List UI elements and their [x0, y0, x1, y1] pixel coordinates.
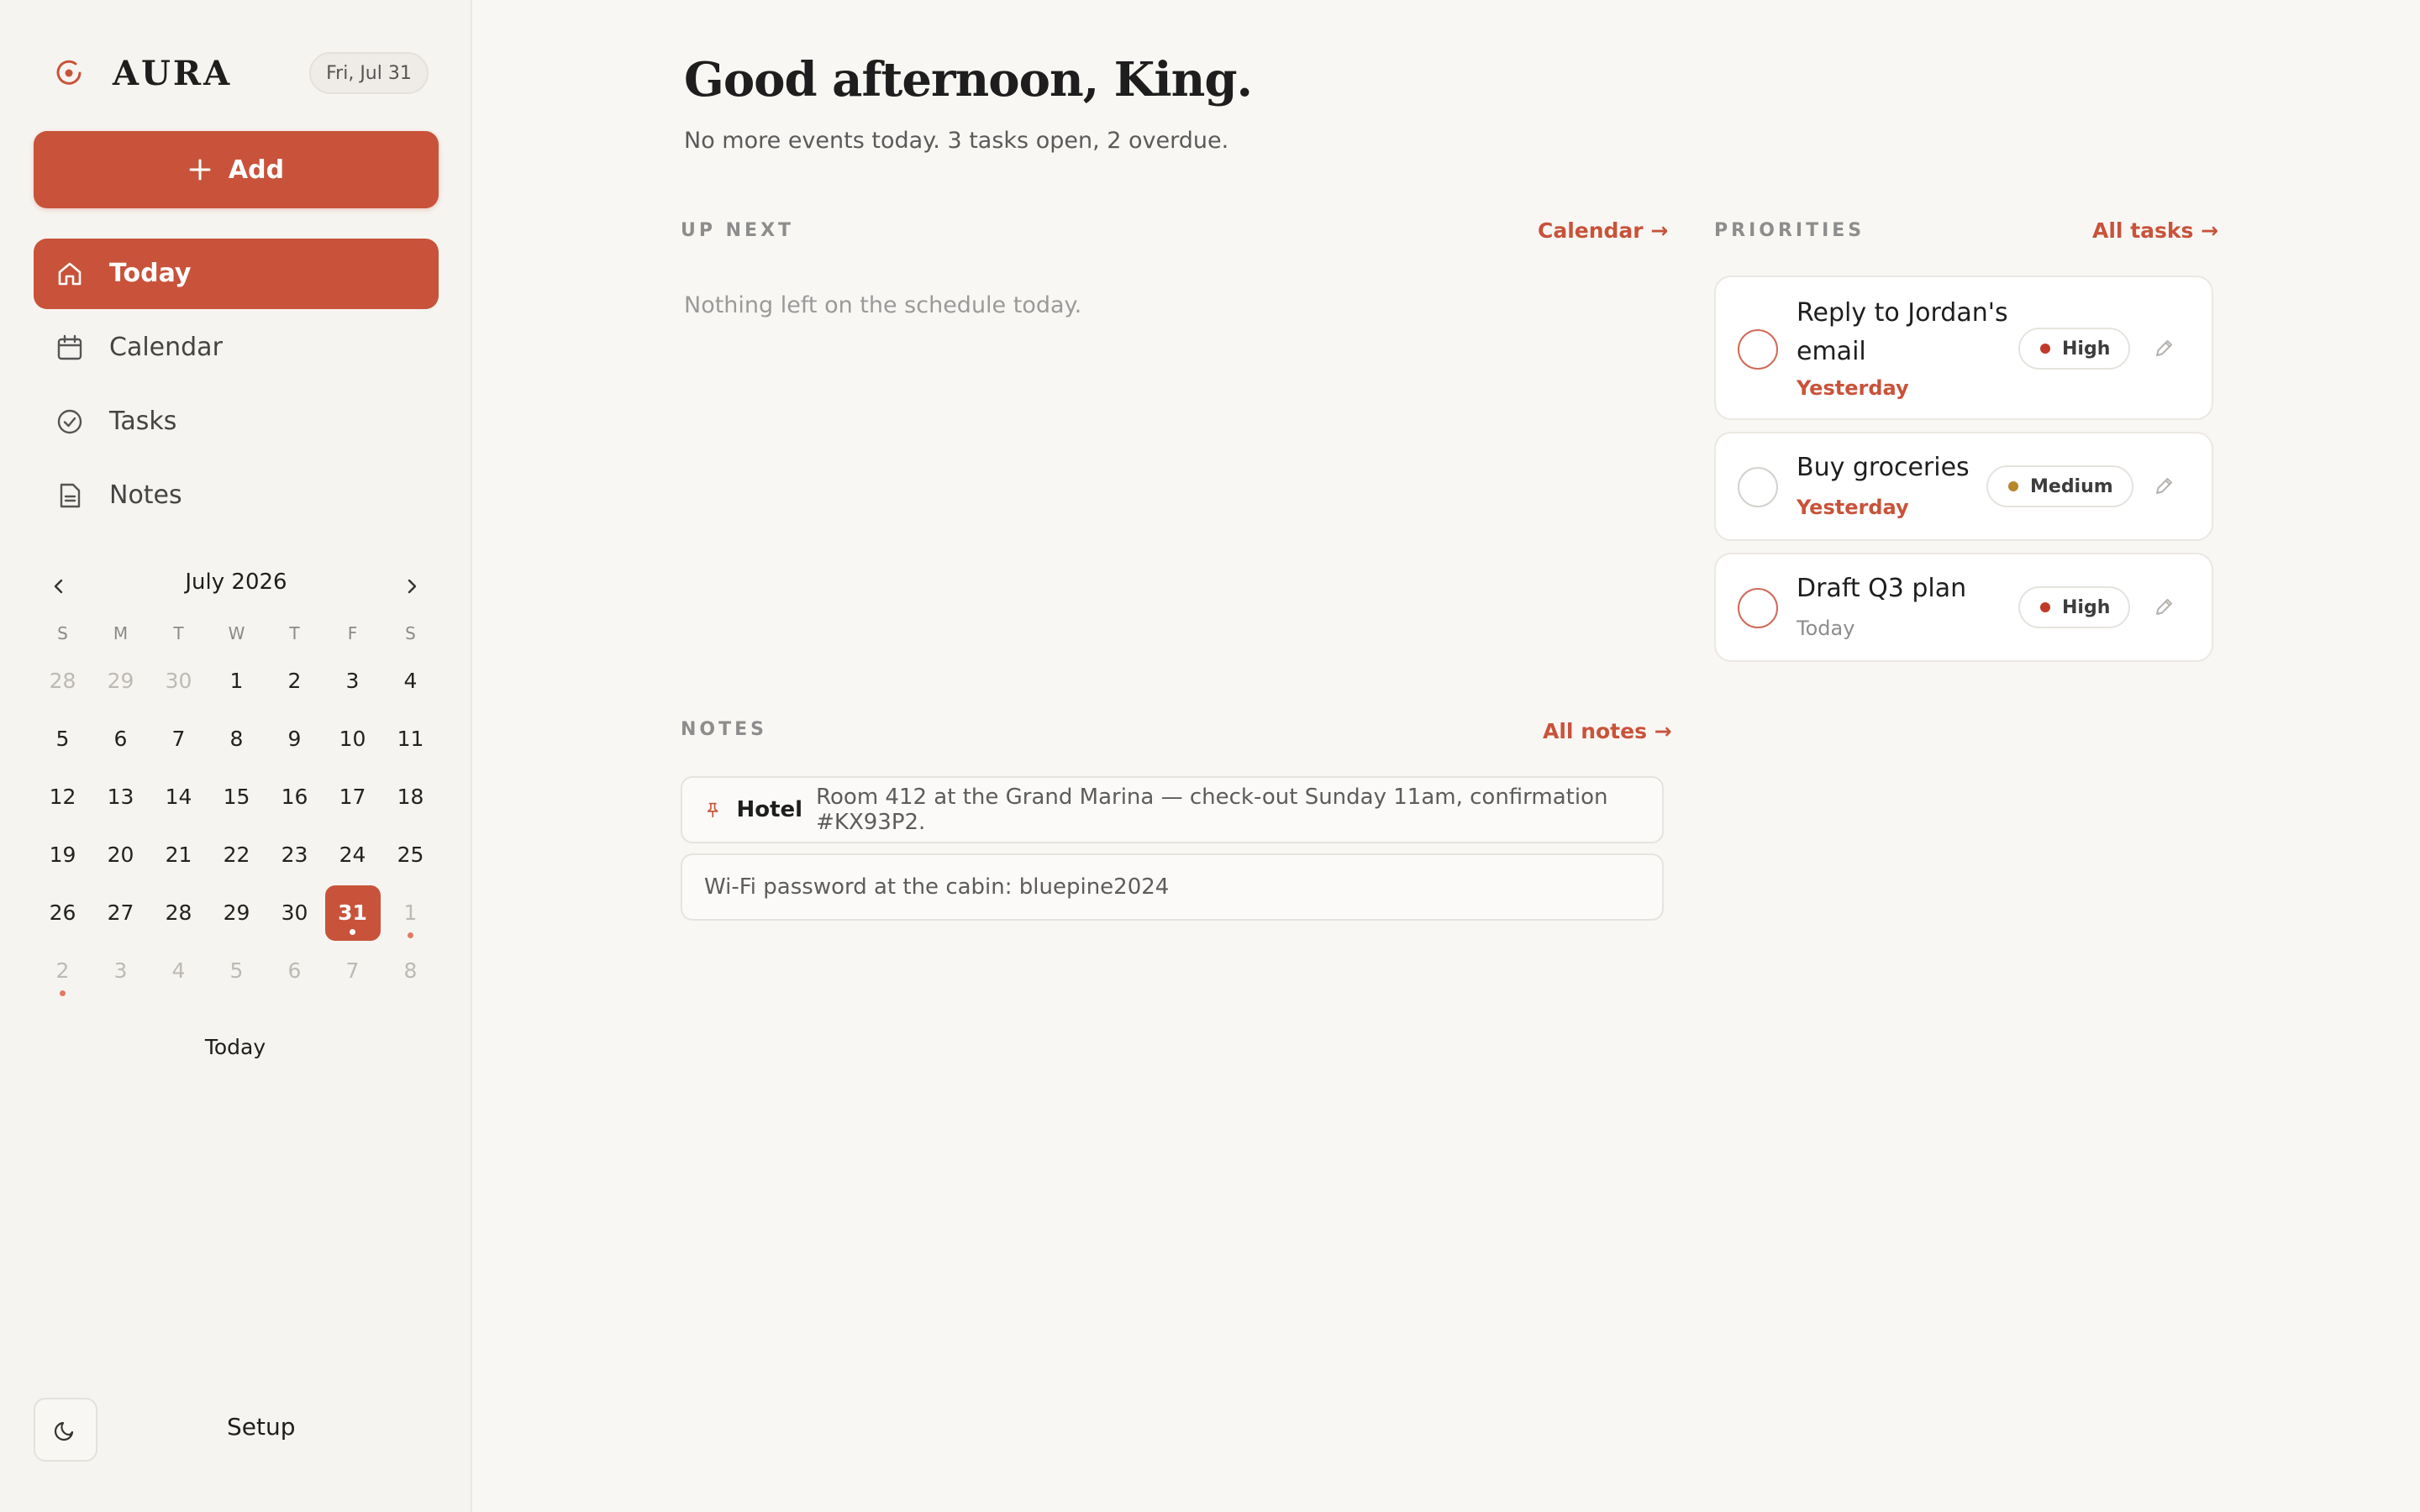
day-number: 7	[171, 727, 186, 751]
calendar-day[interactable]	[92, 768, 150, 826]
calendar-day[interactable]	[92, 884, 150, 942]
day-number: 12	[49, 785, 76, 809]
day-number: 6	[113, 727, 128, 751]
day-number: 1	[403, 900, 418, 925]
weekday-label: S	[57, 623, 68, 643]
note-text: Room 412 at the Grand Marina — check-out Sunday 11am, confirmation #KX93P2.	[816, 785, 1608, 835]
priority-dot	[2040, 344, 2050, 354]
day-number: 28	[49, 669, 76, 693]
calendar-day-today[interactable]	[324, 884, 381, 942]
task-checkbox[interactable]	[1738, 329, 1778, 370]
up-next-heading: UP NEXT	[681, 220, 795, 241]
calendar-day[interactable]	[208, 942, 266, 1000]
plus-icon	[188, 158, 212, 181]
task-title-continued: email	[1797, 337, 1866, 366]
calendar-day[interactable]	[324, 826, 381, 884]
day-number: 8	[403, 958, 418, 983]
calendar-day[interactable]	[381, 710, 439, 768]
day-number: 13	[107, 785, 134, 809]
calendar-day[interactable]	[208, 768, 266, 826]
task-card[interactable]	[1714, 276, 2213, 420]
calendar-day[interactable]	[92, 826, 150, 884]
weekday-label: T	[289, 623, 300, 643]
day-number: 15	[223, 785, 250, 809]
day-number: 16	[281, 785, 308, 809]
event-dot	[350, 929, 355, 935]
edit-icon[interactable]	[2151, 336, 2176, 361]
nav-item-tasks[interactable]	[34, 386, 439, 457]
day-number: 5	[229, 958, 244, 983]
calendar-day[interactable]	[381, 768, 439, 826]
task-due-date: Yesterday	[1797, 496, 1909, 519]
day-number: 30	[165, 669, 192, 693]
app-name: AURA	[113, 53, 233, 93]
calendar-day[interactable]	[266, 652, 324, 710]
priority-badge	[2018, 328, 2130, 370]
calendar-day[interactable]	[34, 826, 92, 884]
day-number: 24	[339, 843, 366, 867]
calendar-day[interactable]	[208, 652, 266, 710]
edit-icon[interactable]	[2151, 474, 2176, 499]
day-number: 5	[55, 727, 70, 751]
day-number: 1	[229, 669, 244, 693]
add-button-label: Add	[228, 155, 285, 185]
weekday-label: T	[173, 623, 184, 643]
nav-label: Calendar	[109, 333, 223, 362]
calendar-day[interactable]	[150, 942, 208, 1000]
day-number: 30	[281, 900, 308, 925]
moon-icon	[55, 1419, 76, 1441]
page-subtitle: No more events today. 3 tasks open, 2 overdue.	[684, 128, 1229, 154]
chevron-right-icon	[402, 576, 422, 596]
calendar-day[interactable]	[381, 652, 439, 710]
day-number: 19	[49, 843, 76, 867]
calendar-day[interactable]	[324, 652, 381, 710]
day-number: 2	[55, 958, 70, 983]
calendar-day[interactable]	[324, 942, 381, 1000]
calendar-day[interactable]	[150, 884, 208, 942]
weekday-label: F	[347, 623, 358, 643]
calendar-day[interactable]	[92, 710, 150, 768]
day-number: 31	[325, 885, 381, 941]
calendar-grid	[34, 615, 439, 1000]
main-nav	[34, 239, 439, 534]
calendar-icon	[55, 333, 84, 362]
day-number: 18	[397, 785, 424, 809]
day-number: 29	[223, 900, 250, 925]
calendar-day[interactable]	[150, 768, 208, 826]
calendar-day[interactable]	[34, 942, 92, 1000]
day-number: 17	[339, 785, 366, 809]
day-number: 29	[107, 669, 134, 693]
day-number: 20	[107, 843, 134, 867]
calendar-month-title: July 2026	[185, 570, 287, 595]
task-card[interactable]	[1714, 553, 2213, 662]
theme-toggle-button[interactable]	[34, 1398, 97, 1462]
nav-label: Tasks	[109, 407, 177, 436]
event-dot	[408, 932, 413, 938]
calendar-link[interactable]: Calendar →	[1538, 218, 1669, 243]
task-title: Draft Q3 plan	[1797, 574, 1967, 603]
task-checkbox[interactable]	[1738, 467, 1778, 507]
day-number: 21	[165, 843, 192, 867]
day-number: 14	[165, 785, 192, 809]
priority-badge	[1986, 465, 2133, 507]
calendar-header	[34, 559, 439, 615]
task-card[interactable]	[1714, 432, 2213, 541]
task-checkbox[interactable]	[1738, 588, 1778, 628]
nav-item-notes[interactable]	[34, 460, 439, 531]
pin-icon	[704, 801, 722, 819]
logo-icon	[54, 58, 84, 88]
day-number: 26	[49, 900, 76, 925]
calendar-day[interactable]	[266, 710, 324, 768]
calendar-day[interactable]	[92, 942, 150, 1000]
note-item[interactable]	[681, 776, 1664, 843]
calendar-today-button[interactable]: Today	[204, 1035, 266, 1059]
priority-list	[1714, 276, 2213, 674]
day-number: 3	[345, 669, 360, 693]
calendar-day[interactable]	[381, 826, 439, 884]
notes-list	[681, 776, 1664, 931]
calendar-day[interactable]	[266, 826, 324, 884]
priority-dot	[2040, 602, 2050, 612]
day-number: 6	[287, 958, 302, 983]
date-pill: Fri, Jul 31	[309, 52, 429, 94]
day-number: 9	[287, 727, 302, 751]
day-number: 28	[165, 900, 192, 925]
brand[interactable]	[54, 52, 232, 94]
note-icon	[55, 481, 84, 510]
calendar-day[interactable]	[34, 884, 92, 942]
weekday-label: S	[405, 623, 416, 643]
calendar-day[interactable]	[34, 652, 92, 710]
check-circle-icon	[55, 407, 84, 436]
calendar-day[interactable]	[381, 942, 439, 1000]
edit-icon[interactable]	[2151, 595, 2176, 620]
nav-label: Today	[109, 259, 192, 288]
day-number: 3	[113, 958, 128, 983]
task-due-date: Today	[1797, 617, 1855, 640]
calendar-day[interactable]	[150, 652, 208, 710]
day-number: 11	[397, 727, 424, 751]
day-number: 4	[171, 958, 186, 983]
nav-item-calendar[interactable]	[34, 312, 439, 383]
task-due-date: Yesterday	[1797, 376, 1909, 400]
day-number: 27	[107, 900, 134, 925]
calendar-day[interactable]	[324, 768, 381, 826]
up-next-empty-state: Nothing left on the schedule today.	[684, 292, 1082, 318]
sidebar	[0, 0, 472, 1512]
day-number: 7	[345, 958, 360, 983]
priority-dot	[2008, 481, 2018, 491]
day-number: 23	[281, 843, 308, 867]
priority-label: High	[2062, 596, 2111, 618]
note-text: Wi-Fi password at the cabin: bluepine2024	[704, 874, 1170, 900]
add-button[interactable]	[34, 131, 439, 208]
priority-label: High	[2062, 338, 2111, 360]
nav-label: Notes	[109, 480, 182, 510]
setup-button[interactable]: Setup	[227, 1413, 296, 1441]
calendar-day[interactable]	[324, 710, 381, 768]
note-item[interactable]	[681, 853, 1664, 921]
day-number: 2	[287, 669, 302, 693]
calendar-day[interactable]	[381, 884, 439, 942]
next-month-button[interactable]	[397, 571, 427, 601]
calendar-day[interactable]	[150, 826, 208, 884]
calendar-day[interactable]	[266, 884, 324, 942]
calendar-day[interactable]	[266, 768, 324, 826]
event-dot	[60, 990, 66, 996]
calendar-day[interactable]	[208, 710, 266, 768]
weekday-label: M	[113, 623, 129, 643]
task-title: Buy groceries	[1797, 453, 1970, 482]
page-title: Good afternoon, King.	[684, 52, 1252, 108]
day-number: 22	[223, 843, 250, 867]
priorities-heading: PRIORITIES	[1714, 220, 1865, 241]
nav-item-today[interactable]	[34, 239, 439, 309]
home-icon	[55, 260, 84, 288]
day-number: 4	[403, 669, 418, 693]
weekday-label: W	[228, 623, 245, 643]
all-notes-link[interactable]: All notes →	[1543, 719, 1672, 743]
mini-calendar	[34, 559, 439, 1059]
day-number: 8	[229, 727, 244, 751]
calendar-day[interactable]	[266, 942, 324, 1000]
day-number: 10	[339, 727, 366, 751]
priority-label: Medium	[2030, 475, 2113, 497]
all-tasks-link[interactable]: All tasks →	[2092, 218, 2219, 243]
note-title: Hotel	[736, 797, 803, 822]
calendar-day[interactable]	[34, 710, 92, 768]
calendar-day[interactable]	[92, 652, 150, 710]
calendar-day[interactable]	[208, 884, 266, 942]
notes-heading: NOTES	[681, 719, 767, 740]
priority-badge	[2018, 586, 2130, 628]
calendar-day[interactable]	[150, 710, 208, 768]
calendar-day[interactable]	[34, 768, 92, 826]
calendar-day[interactable]	[208, 826, 266, 884]
task-title: Reply to Jordan's	[1797, 298, 2008, 328]
day-number: 25	[397, 843, 424, 867]
